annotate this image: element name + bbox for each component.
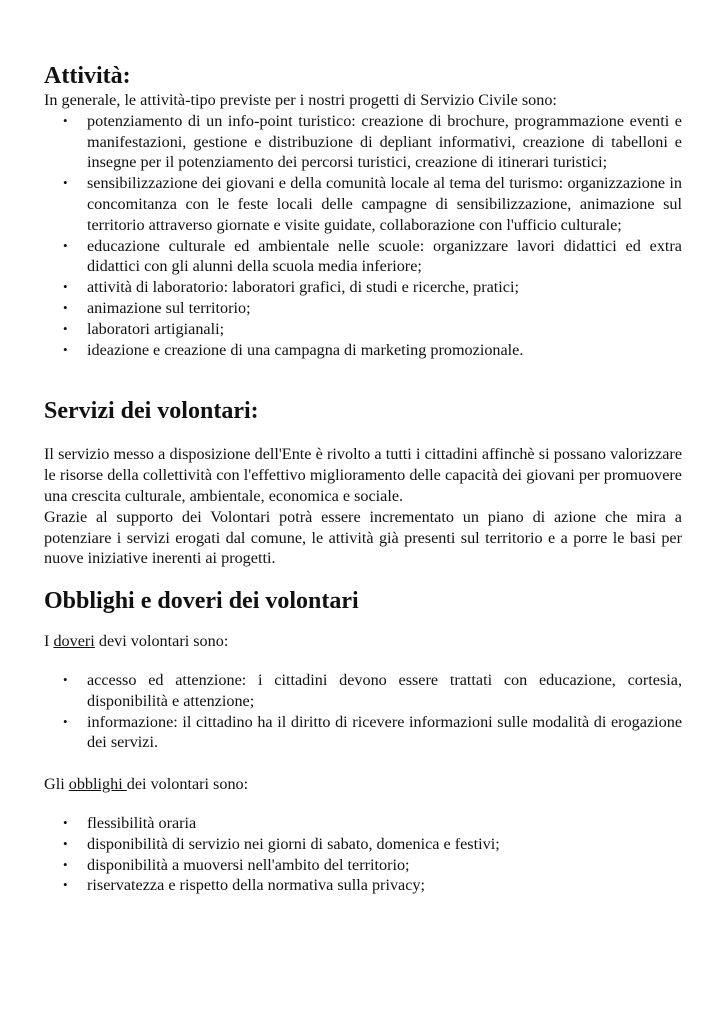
bullet-icon: •	[63, 237, 68, 253]
bullet-icon: •	[63, 835, 68, 851]
bullet-icon: •	[63, 713, 68, 729]
list-item: • informazione: il cittadino ha il diritto di ricevere informazioni sulle modalità di erogazione dei servizi.	[63, 712, 682, 752]
section-heading-servizi: Servizi dei volontari:	[44, 398, 259, 425]
bullet-icon: •	[63, 814, 68, 830]
bullet-icon: •	[63, 112, 68, 128]
obblighi-intro: Gli obblighi dei volontari sono:	[44, 775, 249, 794]
document-page	[44, 62, 682, 896]
bullet-icon: •	[63, 175, 68, 191]
bullet-icon: •	[63, 341, 68, 357]
servizi-paragraph-1: Il servizio messo a disposizione dell'Ente è rivolto a tutti i cittadini affinchè si possano valorizzare le risorse della collettività con l'effettivo miglioramento delle capacità dei giovani per promuovere una crescita culturale, ambientale, economica e sociale.	[44, 445, 682, 505]
list-item: • accesso ed attenzione: i cittadini devono essere trattati con educazione, cortesia, disponibilità e attenzione;	[63, 670, 682, 710]
bullet-icon: •	[63, 299, 68, 315]
list-item: • riservatezza e rispetto della normativa sulla privacy;	[63, 876, 425, 895]
bullet-icon: •	[63, 320, 68, 336]
servizi-paragraph-2: Grazie al supporto dei Volontari potrà essere incrementato un piano di azione che mira a potenziare i servizi erogati dal comune, le attività già presenti sul territorio e a porre le basi per nuove iniziative inerenti ai progetti.	[44, 507, 682, 568]
list-item: • disponibilità a muoversi nell'ambito del territorio;	[63, 855, 410, 874]
list-item: • sensibilizzazione dei giovani e della comunità locale al tema del turismo: organizzazione in concomitanza con le feste locali delle campagne di sensibilizzazione, animazione sul territorio attraverso giornate e visite guidate, collaborazione con l'ufficio culturale;	[63, 174, 682, 234]
obblighi-list	[44, 813, 682, 896]
bullet-icon: •	[63, 877, 68, 893]
bullet-icon: •	[63, 279, 68, 295]
list-item: • attività di laboratorio: laboratori grafici, di studi e ricerche, pratici;	[63, 278, 519, 297]
list-item: • laboratori artigianali;	[63, 319, 225, 338]
list-item: • flessibilità oraria	[63, 813, 197, 832]
attivita-intro: In generale, le attività-tipo previste per i nostri progetti di Servizio Civile sono:	[44, 91, 557, 109]
section-heading-attivita: Attività:	[44, 63, 131, 89]
obblighi-underlined: obblighi	[68, 775, 127, 794]
list-item: • ideazione e creazione di una campagna di marketing promozionale.	[63, 340, 524, 359]
doveri-underlined: doveri	[53, 632, 95, 651]
bullet-icon: •	[63, 856, 68, 872]
doveri-intro: I doveri devi volontari sono:	[44, 632, 229, 651]
list-item: • disponibilità di servizio nei giorni di sabato, domenica e festivi;	[63, 834, 500, 853]
section-heading-obblighi: Obblighi e doveri dei volontari	[44, 588, 359, 615]
doveri-list	[44, 670, 682, 753]
bullet-icon: •	[63, 671, 68, 687]
list-item: • animazione sul territorio;	[63, 298, 251, 317]
list-item: • educazione culturale ed ambientale nelle scuole: organizzare lavori didattici ed extra didattici con gli alunni della scuola media inferiore;	[63, 236, 682, 276]
list-item: • potenziamento di un info-point turistico: creazione di brochure, programmazione eventi e manifestazioni, gestione e distribuzione di depliant informativi, creazione di tabelloni e insegne per il potenziamento dei percorsi turistici, creazione di itinerari turistici;	[63, 111, 682, 172]
attivita-list	[44, 111, 682, 361]
